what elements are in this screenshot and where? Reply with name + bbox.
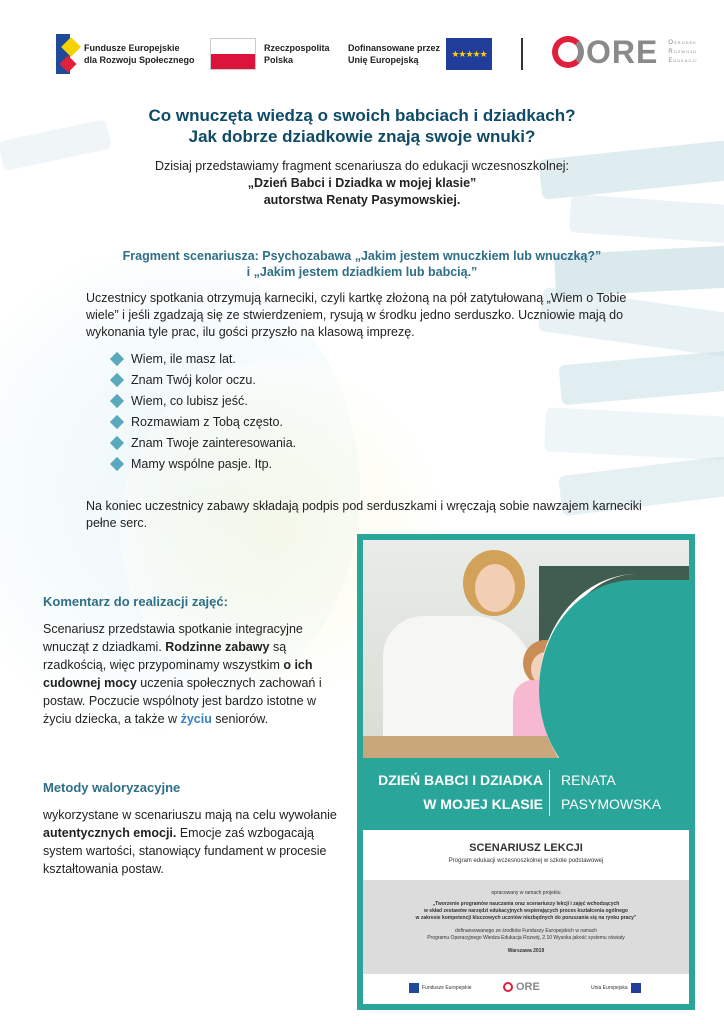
comment-text-2: są rzadkością, więc przypominamy wszystkim: [43, 640, 287, 672]
list-item: [110, 411, 410, 432]
list-item: [110, 369, 410, 390]
diamond-bullet-icon: [110, 435, 124, 449]
bullet-list: [110, 348, 410, 474]
cover-title-left-2: W MOJEJ KLASIE: [423, 796, 543, 812]
page-title: [0, 105, 724, 147]
comment-text-1: Scenariusz przedstawia spotkanie integracyjne wnucząt z dziadkami.: [43, 622, 303, 654]
diamond-bullet-icon: [110, 393, 124, 407]
cover-scenario-label: SCENARIUSZ LEKCJI: [469, 842, 583, 854]
comment-text-4: seniorów.: [211, 712, 269, 726]
diamond-bullet-icon: [110, 456, 124, 470]
comment-heading: Komentarz do realizacji zajęć:: [43, 594, 228, 609]
methods-text-2: Emocje zaś wzbogacają system wartości, stanowiący fundament w procesie kształtowania postaw.: [43, 826, 327, 876]
ore-logo-word: ORE: [586, 34, 659, 70]
pl-logo: [210, 38, 330, 70]
cover-grey-line-3: w skład zestawów narzędzi edukacyjnych wspierających proces kształcenia ogólnego: [424, 908, 628, 914]
list-item-text: Wiem, ile masz lat.: [131, 351, 236, 366]
comment-bold-1: Rodzinne zabawy: [165, 640, 270, 654]
diamond-bullet-icon: [110, 372, 124, 386]
paragraph-ending: Na koniec uczestnicy zabawy składają podpis pod serduszkami i wręczają sobie nawzajem karneciki pełne serc.: [86, 499, 642, 530]
list-item: [110, 390, 410, 411]
fragment-line-2: i „Jakim jestem dziadkiem lub babcią.”: [246, 265, 478, 279]
methods-text-1: wykorzystane w scenariuszu mają na celu wywołanie: [43, 808, 337, 822]
paragraph-instructions: Uczestnicy spotkania otrzymują karneciki, czyli kartkę złożoną na pół zatytułowaną „Wiem o Tobie wiele” i jeśli zgadzają się ze stwierdzeniem, rysują w środku jedno serduszko. Uczniowie mają do wykonania tyle prac, ilu gości przyszło na klasową imprezę.: [86, 291, 627, 339]
book-cover: [357, 534, 695, 1010]
list-item-text: Znam Twój kolor oczu.: [131, 372, 256, 387]
cover-grey-line-2: „Tworzenie programów nauczania oraz scenariuszy lekcji i zajęć wchodzących: [432, 901, 620, 907]
list-item-text: Rozmawiam z Tobą często.: [131, 414, 283, 429]
cover-author-2: PASYMOWSKA: [561, 796, 662, 812]
cover-grey-line-4: w zakresie kompetencji kluczowych uczniów niezbędnych do poruszania się na rynku pracy”: [415, 915, 637, 921]
list-item: [110, 348, 410, 369]
fe-logo: [56, 34, 195, 74]
cover-title-left-1: DZIEŃ BABCI I DZIADKA: [378, 772, 543, 788]
cover-grey-line-5: dofinansowanego ze środków Funduszy Europejskich w ramach: [454, 928, 598, 934]
cover-grey-line-7: Warszawa 2019: [507, 948, 545, 954]
list-item-text: Wiem, co lubisz jeść.: [131, 393, 248, 408]
cover-foot-ue: Unia Europejska: [591, 985, 628, 991]
intro-line-2: „Dzień Babci i Dziadka w mojej klasie”: [247, 176, 477, 190]
cover-foot-fe: Fundusze Europejskie: [422, 985, 472, 991]
methods-paragraph: [43, 806, 343, 878]
cover-grey-line-6: Programu Operacyjnego Wiedza Edukacja Rozwój, 2.10 Wysoka jakość systemu oświaty: [427, 935, 625, 941]
methods-heading: Metody waloryzacyjne: [43, 780, 181, 795]
fragment-line-1: Fragment scenariusza: Psychozabawa „Jakim jestem wnuczkiem lub wnuczką?”: [122, 249, 602, 263]
cover-title: [363, 762, 689, 826]
cover-white-band: [363, 830, 689, 880]
list-item-text: Mamy wspólne pasje. Itp.: [131, 456, 273, 471]
cover-program-label: Program edukacji wczesnoszkolnej w szkole podstawowej: [448, 858, 604, 864]
comment-bold-2: o ich cudownej mocy: [43, 658, 313, 690]
intro-line-1: Dzisiaj przedstawiamy fragment scenariusza do edukacji wczesnoszkolnej:: [154, 159, 570, 173]
ue-logo-text: Dofinansowane przez Unię Europejską: [348, 43, 441, 65]
polish-flag-icon: [210, 38, 256, 70]
intro: [0, 158, 724, 209]
title-line-2: Jak dobrze dziadkowie znają swoje wnuki?: [188, 127, 536, 146]
title-line-1: Co wnuczęta wiedzą o swoich babciach i dziadkach?: [148, 106, 576, 125]
methods-bold-1: autentycznych emocji.: [43, 826, 177, 840]
diamond-bullet-icon: [110, 351, 124, 365]
cover-author-1: RENATA: [561, 772, 616, 788]
comment-highlight: życiu: [180, 712, 212, 726]
diamond-bullet-icon: [110, 414, 124, 428]
pl-logo-text: Rzeczpospolita Polska: [264, 43, 330, 65]
cover-foot-ore: ORE: [516, 981, 540, 993]
fe-mark-icon: [56, 34, 78, 74]
header-divider: [521, 38, 523, 70]
cover-grey-band: [363, 880, 689, 974]
ore-logo-sub: Ośrodek Rozwoju Edukacji: [668, 39, 698, 64]
intro-line-3: autorstwa Renaty Pasymowskiej.: [263, 193, 461, 207]
ore-logo: [552, 36, 697, 68]
eu-flag-icon: ★★★★★: [446, 38, 492, 70]
header-logos: [56, 30, 698, 86]
list-item: [110, 432, 410, 453]
comment-text-3: uczenia społecznych zachowań i postaw. Poczucie wspólnoty jest bardzo istotne w życiu dziecka, a także w: [43, 676, 322, 726]
list-item-text: Znam Twoje zainteresowania.: [131, 435, 297, 450]
ore-ring-icon: [552, 36, 584, 68]
list-item: [110, 453, 410, 474]
fe-logo-text: Fundusze Europejskie dla Rozwoju Społecznego: [84, 43, 195, 65]
cover-footer: [363, 974, 689, 1004]
cover-photo: [363, 540, 689, 758]
comment-paragraph: [43, 620, 343, 728]
fragment-heading: [0, 248, 724, 280]
ue-logo: [348, 38, 492, 70]
cover-grey-line-1: opracowany w ramach projektu: [491, 890, 561, 896]
